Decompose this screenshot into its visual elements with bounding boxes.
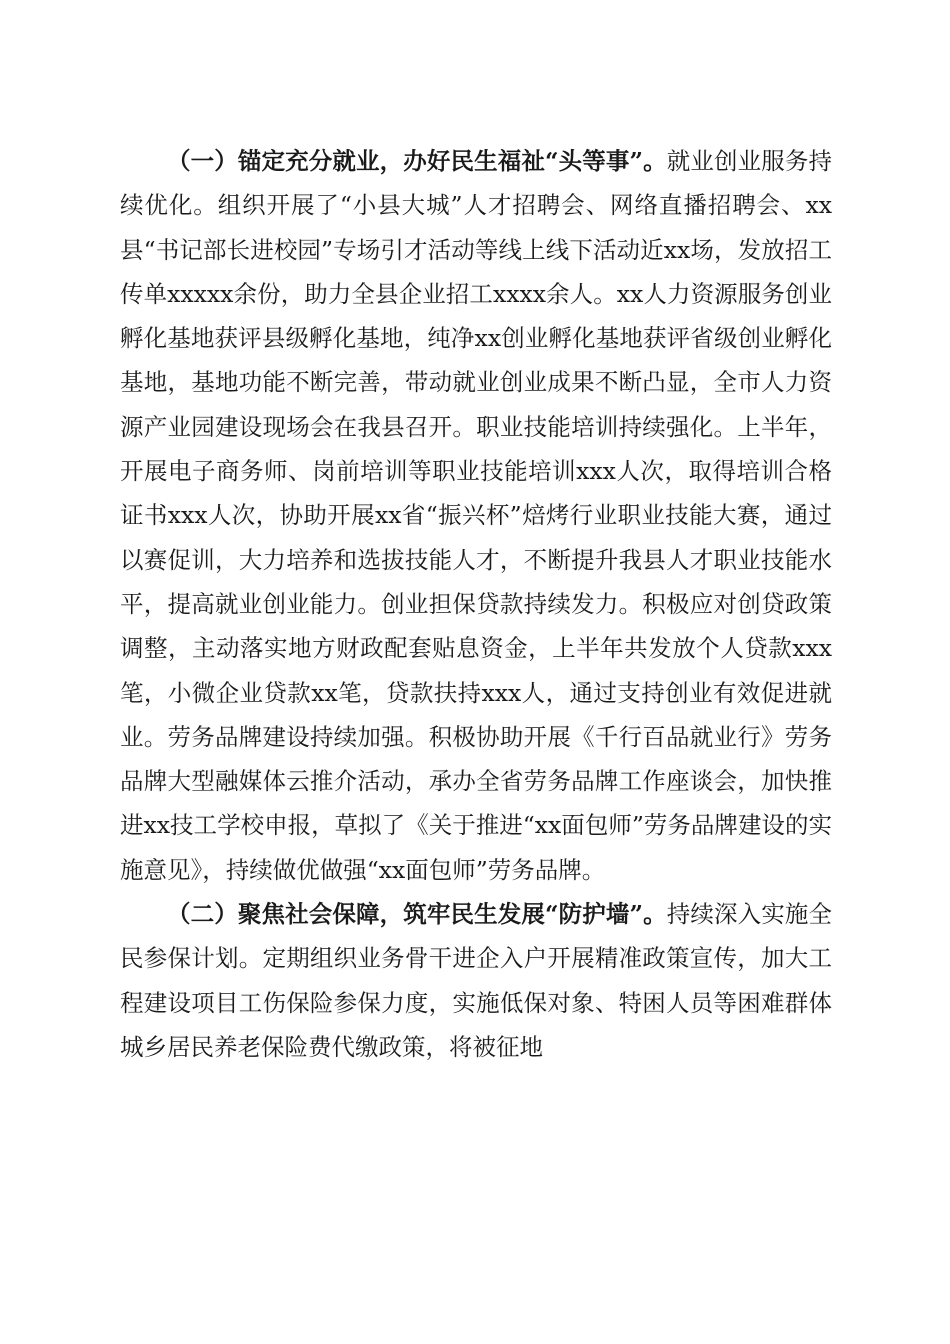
paragraph-body-employment: 就业创业服务持续优化。组织开展了“小县大城”人才招聘会、网络直播招聘会、xx县“书记部长进校园”专场引才活动等线上线下活动近xx场，发放招工传单xxxxx余份，助力全县企业招工xxxx余人。xx人力资源服务创业孵化基地获评县级孵化基地，纯净xx创业孵化基地获评省级创业孵化基地，基地功能不断完善，带动就业创业成果不断凸显，全市人力资源产业园建设现场会在我县召开。职业技能培训持续强化。上半年，开展电子商务师、岗前培训等职业技能培训xxx人次，取得培训合格证书xxx人次，协助开展xx省“振兴杯”焙烤行业职业技能大赛，通过以赛促训，大力培养和选拔技能人才，不断提升我县人才职业技能水平，提高就业创业能力。创业担保贷款持续发力。积极应对创贷政策调整，主动落实地方财政配套贴息资金，上半年共发放个人贷款xxx笔，小微企业贷款xx笔，贷款扶持xxx人，通过支持创业有效促进就业。劳务品牌建设持续加强。积极协助开展《千行百品就业行》劳务品牌大型融媒体云推介活动，承办全省劳务品牌工作座谈会，加快推进xx技工学校申报，草拟了《关于推进“xx面包师”劳务品牌建设的实施意见》，持续做优做强“xx面包师”劳务品牌。: [120, 147, 832, 884]
section-heading-employment: （一）锚定充分就业，办好民生福祉“头等事”。: [167, 147, 667, 175]
paragraph-employment: [120, 139, 832, 892]
paragraph-social-security: [120, 892, 832, 1069]
document-page: [120, 139, 832, 1069]
paragraph-body-social-security: 持续深入实施全民参保计划。定期组织业务骨干进企入户开展精准政策宣传，加大工程建设项目工伤保险参保力度，实施低保对象、特困人员等困难群体城乡居民养老保险费代缴政策，将被征地: [120, 900, 832, 1061]
section-heading-social-security: （二）聚焦社会保障，筑牢民生发展“防护墙”。: [167, 900, 667, 929]
